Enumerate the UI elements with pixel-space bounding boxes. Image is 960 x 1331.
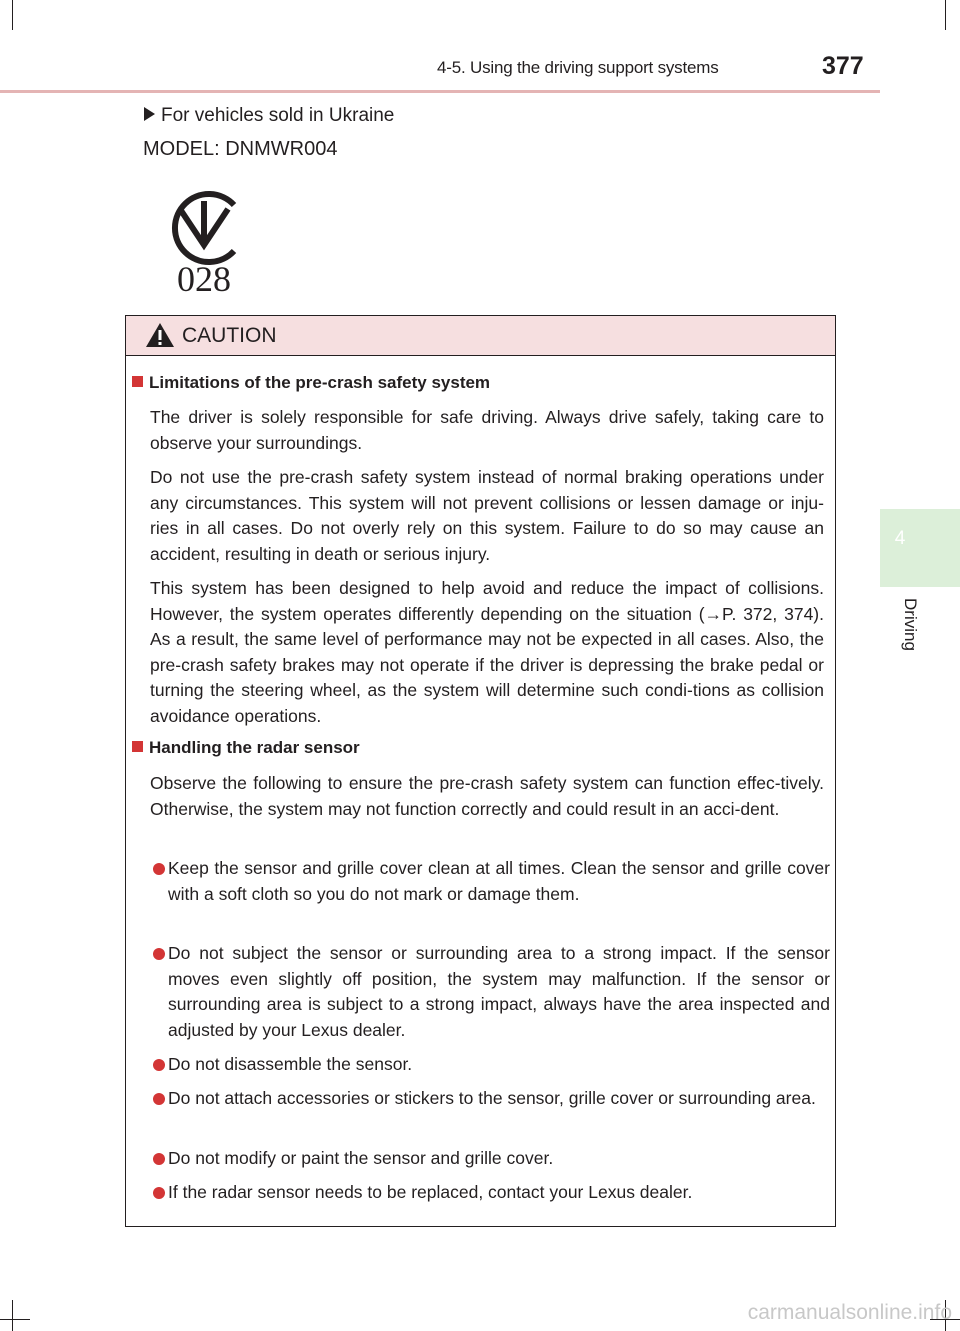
paragraph: This system has been designed to help avoid and reduce the impact of collisions. However, the system operates differently depending on the situation (→P. 372, 374). As a result, the same level of performance may not be expected in all cases. Also, the pre-crash safety brakes may not operate if the driver is depressing the brake pedal or turning the steering wheel, as the system will determine such condi-tions as collision avoidance operations. [150, 578, 824, 726]
header-rule [0, 90, 880, 93]
crop-mark [12, 1300, 13, 1331]
warning-triangle-icon [145, 322, 175, 348]
bullet-dot-icon [153, 1187, 165, 1199]
vehicles-text: For vehicles sold in Ukraine [161, 105, 395, 126]
caution-header [126, 316, 835, 356]
caution-box [125, 315, 836, 1227]
list-item: Do not disassemble the sensor. [150, 1052, 830, 1078]
watermark: carmanualsonline.info [747, 1301, 952, 1324]
certification-code: 028 [177, 259, 231, 298]
caution-title: CAUTION [182, 324, 277, 347]
section-heading: Limitations of the pre-crash safety system [132, 373, 490, 393]
square-bullet-icon [132, 376, 143, 387]
bullet-dot-icon [153, 863, 165, 875]
section-heading: Handling the radar sensor [132, 738, 360, 758]
paragraph: Do not use the pre-crash safety system instead of normal braking operations under any circumstances. This system will not prevent collisions or lessen damage or inju-ries in all cases. Do not overly rely on this system. Failure to do so may cause an accident, resulting in death or serious injury. [150, 467, 824, 564]
list-item: If the radar sensor needs to be replaced, contact your Lexus dealer. [150, 1180, 830, 1206]
chapter-label: Driving [901, 598, 920, 651]
bullet-dot-icon [153, 1153, 165, 1165]
bullet-dot-icon [153, 948, 165, 960]
vehicles-line [144, 105, 394, 127]
section-title: 4-5. Using the driving support systems [437, 58, 719, 77]
list-item: Do not subject the sensor or surrounding area to a strong impact. If the sensor moves even slightly off position, the system may malfunction. If the sensor or surrounding area is subject to a strong impact, always have the area inspected and adjusted by your Lexus dealer. [150, 941, 830, 1043]
page-number: 377 [822, 52, 864, 80]
bullet-dot-icon [153, 1059, 165, 1071]
crop-mark [12, 0, 13, 30]
square-bullet-icon [132, 741, 143, 752]
crop-mark [0, 1319, 30, 1320]
list-item: Keep the sensor and grille cover clean at all times. Clean the sensor and grille cover with a soft cloth so you do not mark or damage them. [150, 856, 830, 907]
triangle-bullet-icon [144, 107, 155, 121]
list-item: Do not attach accessories or stickers to the sensor, grille cover or surrounding area. [150, 1086, 830, 1112]
crop-mark [945, 0, 946, 30]
list-item: Do not modify or paint the sensor and grille cover. [150, 1146, 830, 1172]
bullet-dot-icon [153, 1093, 165, 1105]
model-line: MODEL: DNMWR004 [143, 138, 338, 160]
ukraine-certification-mark-icon [160, 183, 250, 298]
paragraph: The driver is solely responsible for safe driving. Always drive safely, taking care to observe your surroundings. [150, 407, 824, 453]
paragraph: Observe the following to ensure the pre-crash safety system can function effec-tively. Otherwise, the system may not function correctly and could result in an acci-dent. [150, 773, 824, 819]
chapter-number: 4 [894, 528, 906, 549]
